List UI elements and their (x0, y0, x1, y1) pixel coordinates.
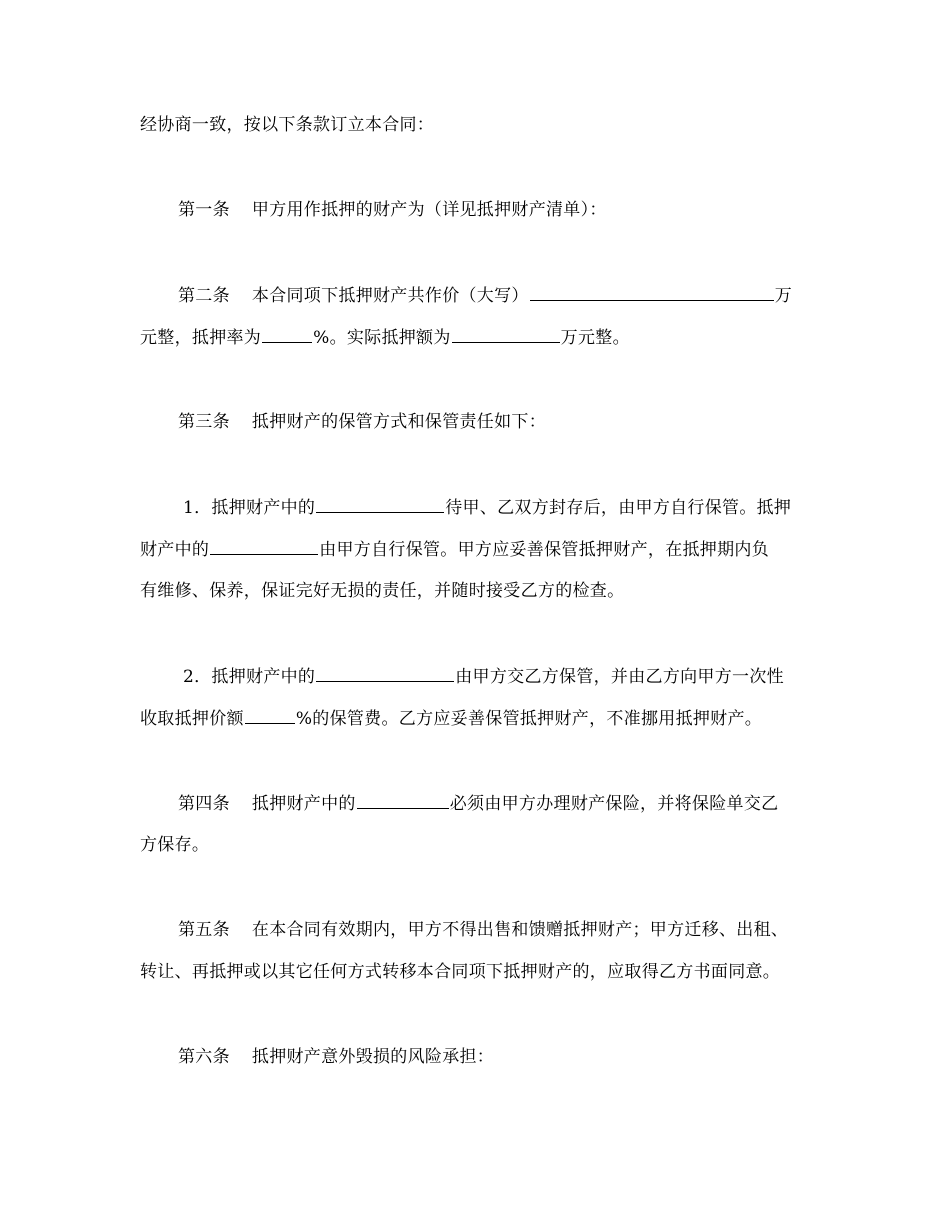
article-2-line-1 (178, 283, 792, 308)
custody-fee-rate-blank[interactable] (245, 706, 295, 724)
intro-paragraph (140, 113, 434, 137)
article-1-text: 甲方用作抵押的财产为（详见抵押财产清单）： (251, 200, 607, 220)
article-4-line-2 (140, 833, 209, 857)
article-4-line-1 (178, 791, 778, 816)
article-6-text: 抵押财产意外毁损的风险承担： (251, 1047, 495, 1067)
article-4-label: 第四条 (178, 794, 230, 814)
mortgage-amount-blank[interactable] (452, 325, 560, 343)
item-1-text-c: 财产中的 (140, 540, 210, 560)
article-6-label: 第六条 (178, 1047, 230, 1067)
item-1-text-b: 待甲、乙双方封存后，由甲方自行保管。抵押 (445, 498, 792, 518)
item-1-text-e: 有维修、保养，保证完好无损的责任，并随时接受乙方的检查。 (140, 581, 625, 601)
article-2-text-a: 本合同项下抵押财产共作价（大写） (251, 286, 529, 306)
item-1-text-a: 抵押财产中的 (211, 498, 316, 518)
article-5-line-2 (140, 960, 780, 984)
article-4-text-c: 方保存。 (140, 835, 210, 855)
article-5-text-a: 在本合同有效期内，甲方不得出售和馈赠抵押财产；甲方迁移、出租、 (251, 920, 789, 940)
article-2-text-d: %。实际抵押额为 (313, 328, 451, 348)
article-3 (178, 410, 546, 434)
mortgage-rate-blank[interactable] (262, 325, 312, 343)
article-6 (178, 1045, 494, 1069)
article-4-text-a: 抵押财产中的 (251, 794, 356, 814)
article-5-line-1 (178, 918, 788, 942)
item-1-text-d: 由甲方自行保管。甲方应妥善保管抵押财产，在抵押期内负 (319, 540, 770, 560)
article-2-text-b: 万 (774, 286, 793, 306)
article-3-item-1-line-3 (140, 579, 624, 603)
transferred-property-blank[interactable] (316, 664, 454, 682)
article-2-text-c: 元整，抵押率为 (140, 328, 262, 348)
insured-property-blank[interactable] (357, 791, 449, 809)
item-1-number: 1． (183, 498, 212, 518)
article-2-text-e: 万元整。 (560, 328, 630, 348)
item-2-text-b: 由甲方交乙方保管，并由乙方向甲方一次性 (455, 667, 784, 687)
article-5-text-b: 转让、再抵押或以其它任何方式转移本合同项下抵押财产的，应取得乙方书面同意。 (140, 962, 781, 982)
article-2-label: 第二条 (178, 286, 230, 306)
article-4-text-b: 必须由甲方办理财产保险，并将保险单交乙 (449, 794, 779, 814)
article-5-label: 第五条 (178, 920, 230, 940)
article-1-label: 第一条 (178, 200, 230, 220)
valuation-blank[interactable] (530, 283, 774, 301)
item-2-text-d: %的保管费。乙方应妥善保管抵押财产，不准挪用抵押财产。 (295, 709, 763, 729)
article-3-item-1-line-1 (183, 495, 791, 520)
intro-text: 经协商一致，按以下条款订立本合同： (140, 115, 435, 135)
article-3-item-2-line-2 (140, 706, 762, 731)
article-3-item-2-line-1 (183, 664, 784, 689)
item-2-number: 2． (183, 667, 212, 687)
item-2-text-a: 抵押财产中的 (211, 667, 316, 687)
article-1 (178, 198, 607, 222)
article-3-text: 抵押财产的保管方式和保管责任如下： (251, 412, 547, 432)
item-2-text-c: 收取抵押价额 (140, 709, 244, 729)
self-kept-property-blank[interactable] (210, 537, 318, 555)
article-2-line-2 (140, 325, 630, 350)
article-3-item-1-line-2 (140, 537, 769, 562)
sealed-property-blank[interactable] (316, 495, 444, 513)
article-3-label: 第三条 (178, 412, 230, 432)
